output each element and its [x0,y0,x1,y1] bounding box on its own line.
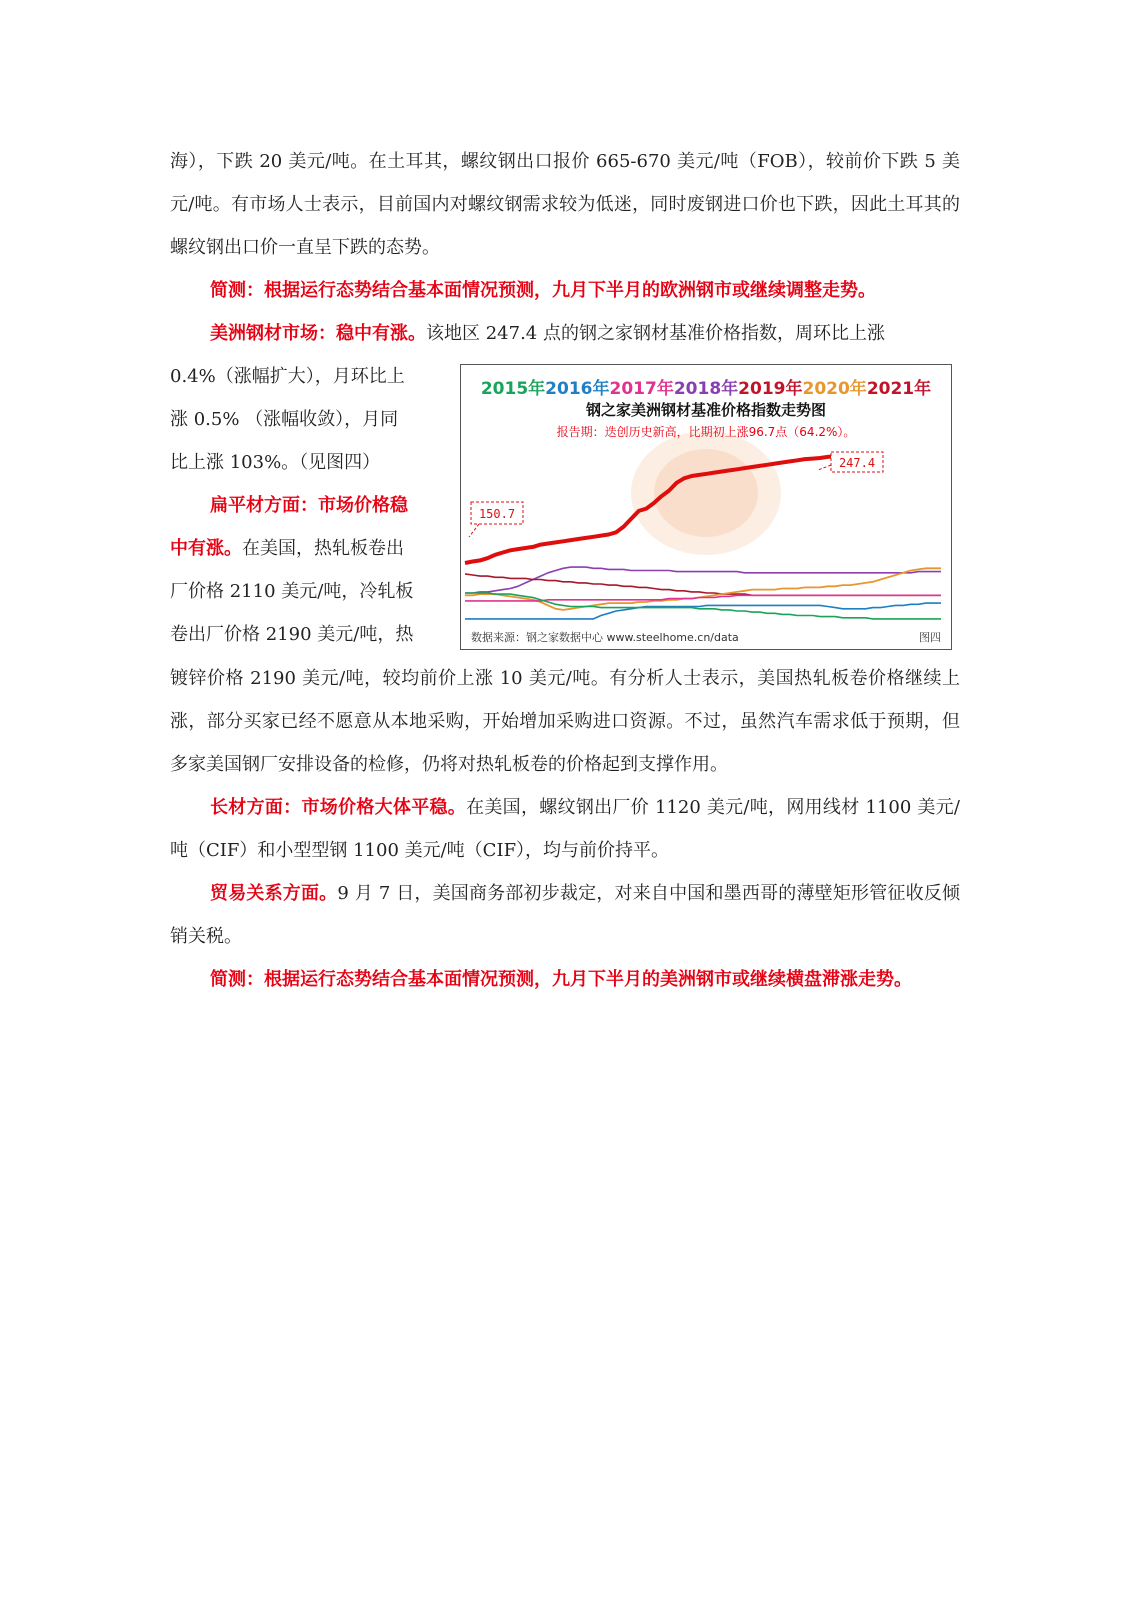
text-with-figure [170,355,960,657]
figure-label: 图四 [919,631,941,644]
start-value-label: 150.7 [478,507,516,521]
legend-year-1: 2016年 [545,379,610,399]
chart-svg [461,365,951,649]
wrapped-text-column [170,355,432,656]
forecast-europe: 简测：根据运行态势结合基本面情况预测，九月下半月的欧洲钢市或继续调整走势。 [210,280,876,301]
wrap-line-6: 厂价格 2110 美元/吨，冷轧板 [170,581,414,602]
wrap-line-1: 0.4%（涨幅扩大），月环比上 [170,366,405,387]
paragraph-long-products [170,786,960,872]
flat-products-heading: 扁平材方面：市场价格稳 [210,495,408,516]
series-line-2020年 [465,568,941,610]
flat-products-heading-end: 中有涨。 [170,538,242,559]
long-products-text: 在美国，螺纹钢出厂价 1120 美元/吨，网用线材 1100 美元/吨（CIF）和小型型钢 1100 美元/吨（CIF），均与前价持平。 [170,797,960,861]
data-source: 数据来源：钢之家数据中心 www.steelhome.cn/data [471,631,739,644]
americas-intro-text: 该地区 247.4 点的钢之家钢材基准价格指数，周环比上涨 [426,323,885,344]
legend-year-2: 2017年 [609,379,674,399]
long-products-heading: 长材方面：市场价格大体平稳。 [210,797,467,818]
wrap-line-5 [170,527,432,570]
figure-4-chart [460,364,952,650]
chart-title: 钢之家美洲钢材基准价格指数走势图 [585,401,827,419]
chart-legend [481,378,931,399]
paragraph-galvanized: 镀锌价格 2190 美元/吨，较均前价上涨 10 美元/吨。有分析人士表示，美国热轧板卷价格继续上涨，部分买家已经不愿意从本地采购，开始增加采购进口资源。不过，虽然汽车需求低于预期，但多家美国钢厂安排设备的检修，仍将对热轧板卷的价格起到支撑作用。 [170,668,960,775]
watermark-logo [631,431,781,555]
trade-text: 9 月 7 日，美国商务部初步裁定，对来自中国和墨西哥的薄壁矩形管征收反倾销关税。 [170,883,960,947]
legend-year-0: 2015年 [480,379,546,399]
legend-year-5: 2020年 [802,379,867,399]
legend-year-6: 2021年 [866,379,932,399]
forecast-americas: 简测：根据运行态势结合基本面情况预测，九月下半月的美洲钢市或继续横盘滞涨走势。 [210,969,912,990]
wrap-line-2: 涨 0.5% （涨幅收敛），月同 [170,409,399,430]
americas-heading: 美洲钢材市场：稳中有涨。 [210,323,426,344]
start-label-callout [469,502,523,537]
legend-year-3: 2018年 [673,379,739,399]
document-page [170,140,960,1001]
paragraph-trade [170,872,960,958]
legend-year-4: 2019年 [738,379,803,399]
series-line-2016年 [465,603,941,619]
paragraph-americas-intro [170,312,960,355]
trade-heading: 贸易关系方面。 [210,883,338,904]
wrap-line-7: 卷出厂价格 2190 美元/吨，热 [170,624,414,645]
chart-subtitle: 报告期：迭创历史新高，比期初上涨96.7点（64.2%）。 [556,425,856,439]
end-value-label: 247.4 [838,456,876,470]
wrap-line-3: 比上涨 103%。（见图四） [170,452,381,473]
flat-products-text: 在美国，热轧板卷出 [242,538,404,559]
paragraph-1: 海），下跌 20 美元/吨。在土耳其，螺纹钢出口报价 665-670 美元/吨（FOB），较前价下跌 5 美元/吨。有市场人士表示，目前国内对螺纹钢需求较为低迷，同时废钢进口价也下跌，因此土耳其的螺纹钢出口价一直呈下跌的态势。 [170,151,960,258]
